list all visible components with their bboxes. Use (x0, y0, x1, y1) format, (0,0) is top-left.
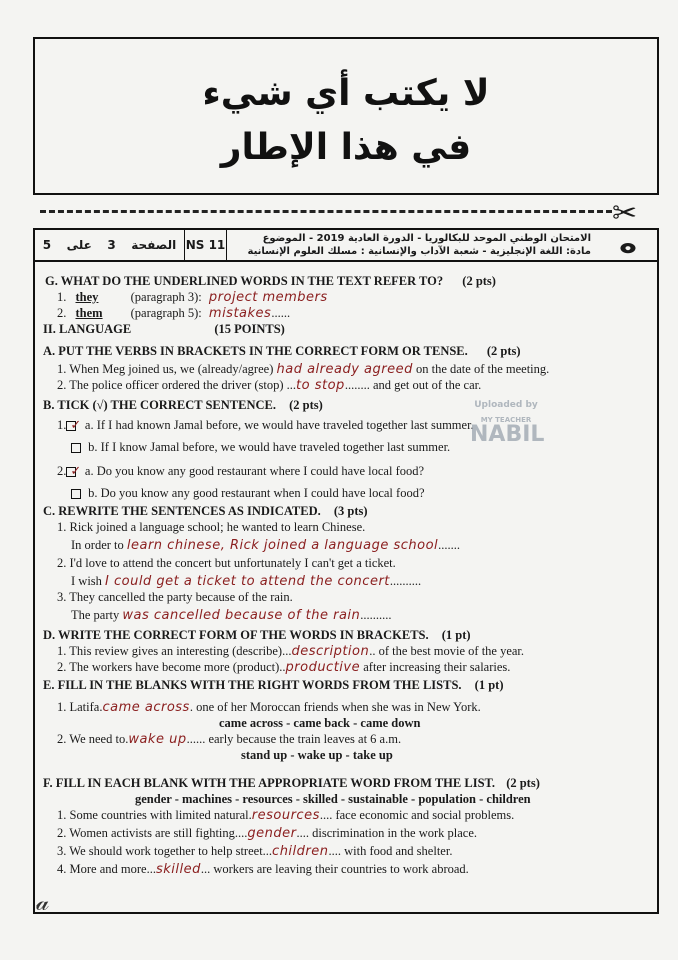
g-item-2: 2. them (paragraph 5): mistakes...... (57, 306, 291, 321)
c-item-3-answer-line: The party was cancelled because of the rain.......... (71, 608, 392, 623)
f-word-list: gender - machines - resources - skilled - sustainable - population - children (135, 792, 531, 806)
section-b-heading (43, 398, 323, 413)
f-item-1: 1. Some countries with limited natural.resources.... face economic and social problems. (57, 808, 515, 823)
g2-number: 2. (57, 306, 67, 320)
ministry-logo-icon: ⴰ (619, 230, 637, 260)
f2-answer: gender (247, 826, 297, 841)
exam-code: NS 11 (185, 230, 227, 260)
a2-rest: and get out of the car. (372, 378, 482, 392)
watermark-line-3: NABIL (470, 422, 545, 447)
e-item-1: 1. Latifa.came across. one of her Moroccan friends when she was in New York. (57, 700, 481, 715)
f1-rest: face economic and social problems. (335, 808, 515, 822)
g1-number: 1. (57, 290, 67, 304)
c-item-1-answer-line: In order to learn chinese, Rick joined a language school....... (71, 538, 461, 553)
exam-header (35, 230, 657, 262)
f3-rest: with food and shelter. (344, 844, 453, 858)
watermark-line-1: Uploaded by (474, 400, 538, 410)
b1b-checkbox[interactable] (71, 443, 81, 453)
section-f-points: (2 pts) (506, 776, 540, 790)
c3-answer: was cancelled because of the rain (122, 608, 361, 623)
e2-answer: wake up (128, 732, 187, 747)
c1-prefix: In order to (71, 538, 124, 552)
section-b-points: (2 pts) (289, 398, 323, 412)
exam-info (227, 230, 597, 260)
g1-answer: project members (208, 290, 328, 305)
b1a-tick-icon: ✓ (70, 418, 82, 433)
page-label: الصفحة (131, 238, 177, 252)
b-item-1a: 1. ✓ a. If I had known Jamal before, we would have traveled together last summer. (57, 418, 474, 433)
section-f-title: F. FILL IN EACH BLANK WITH THE APPROPRIATE WORD FROM THE LIST. (43, 776, 496, 790)
exam-info-line-2: مادة: اللغة الإنجليزية - شعبة الآداب والإنسانية : مسلك العلوم الإنسانية (247, 246, 591, 257)
f4-answer: skilled (155, 862, 201, 877)
section-a-title: A. PUT THE VERBS IN BRACKETS IN THE CORRECT FORM OR TENSE. (43, 344, 468, 358)
f3-answer: children (272, 844, 329, 859)
a1-answer: had already agreed (276, 362, 413, 377)
language-points: (15 POINTS) (214, 322, 285, 336)
e1-word-list: came across - came back - came down (219, 716, 421, 730)
section-c-heading (43, 504, 368, 519)
section-g-heading (45, 274, 496, 289)
b1a-text: a. If I had known Jamal before, we would have traveled together last summer. (84, 418, 474, 432)
d2-prompt: 2. The workers have become more (product) (57, 660, 280, 674)
d1-answer: description (291, 644, 370, 659)
scissors-icon: ✂ (612, 196, 638, 231)
f1-prompt: 1. Some countries with limited natural (57, 808, 249, 822)
c3-prefix: The party (71, 608, 120, 622)
c2-answer: I could get a ticket to attend the concert (105, 574, 390, 589)
section-g-title: G. WHAT DO THE UNDERLINED WORDS IN THE TEXT REFER TO? (45, 274, 444, 288)
a1-prompt: 1. When Meg joined us, we (already/agree) (57, 362, 274, 376)
b-item-2a: 2. ✓ a. Do you know any good restaurant where I could have local food? (57, 464, 425, 479)
exam-page (33, 228, 659, 914)
page-counter (35, 230, 185, 260)
f-item-2: 2. Women activists are still fighting....gender.... discrimination in the work place. (57, 826, 478, 841)
c-item-1: 1. Rick joined a language school; he wanted to learn Chinese. (57, 520, 366, 534)
b2b-checkbox[interactable] (71, 489, 81, 499)
section-a-points: (2 pts) (486, 344, 521, 358)
b2b-text: b. Do you know any good restaurant when I could have local food? (88, 486, 425, 500)
g1-paragraph: (paragraph 3): (130, 290, 202, 304)
b2a-text: a. Do you know any good restaurant where I could have local food? (84, 464, 425, 478)
d2-answer: productive (285, 660, 361, 675)
c2-prefix: I wish (71, 574, 102, 588)
section-b-title: B. TICK (√) THE CORRECT SENTENCE. (43, 398, 276, 412)
f2-rest: discrimination in the work place. (312, 826, 478, 840)
f-item-4: 4. More and more...skilled... workers are leaving their countries to work abroad. (57, 862, 469, 877)
signature-mark-icon: 𝒶 (36, 888, 50, 916)
f3-prompt: 3. We should work together to help street (57, 844, 263, 858)
b1b-text: b. If I know Jamal before, we would have traveled together last summer. (88, 440, 451, 454)
b-item-1b (71, 440, 450, 455)
d-item-1: 1. This review gives an interesting (describe)...description.. of the best movie of the year. (57, 644, 525, 659)
g2-word: them (75, 306, 103, 320)
section-e-points: (1 pt) (474, 678, 504, 692)
g2-paragraph: (paragraph 5): (130, 306, 202, 320)
uploader-watermark (470, 400, 545, 472)
c-item-2-answer-line: I wish I could get a ticket to attend the concert.......... (71, 574, 422, 589)
a-item-1 (57, 362, 549, 377)
c-item-3: 3. They cancelled the party because of the rain. (57, 590, 293, 604)
section-g-points: (2 pts) (462, 274, 496, 288)
g-item-1 (57, 290, 328, 305)
d2-rest: after increasing their salaries. (363, 660, 511, 674)
b2a-tick-icon: ✓ (70, 464, 82, 479)
d-item-2: 2. The workers have become more (product)..productive after increasing their salaries. (57, 660, 511, 675)
e2-word-list: stand up - wake up - take up (241, 748, 393, 762)
e1-rest: one of her Moroccan friends when she was in New York. (196, 700, 481, 714)
section-c-points: (3 pts) (333, 504, 368, 518)
section-e-title: E. FILL IN THE BLANKS WITH THE RIGHT WORDS FROM THE LISTS. (43, 678, 462, 692)
of-label: على (66, 238, 92, 252)
language-heading (43, 322, 285, 337)
d1-rest: of the best movie of the year. (378, 644, 525, 658)
b-item-2b (71, 486, 425, 501)
c1-answer: learn chinese, Rick joined a language school (126, 538, 439, 553)
f1-answer: resources (251, 808, 320, 823)
f4-prompt: 4. More and more (57, 862, 147, 876)
section-d-points: (1 pt) (441, 628, 471, 642)
section-c-title: C. REWRITE THE SENTENCES AS INDICATED. (43, 504, 321, 518)
section-f-heading (43, 776, 540, 791)
section-e-heading (43, 678, 504, 693)
d1-prompt: 1. This review gives an interesting (describe) (57, 644, 283, 658)
section-d-heading (43, 628, 471, 643)
a1-rest: on the date of the meeting. (415, 362, 550, 376)
e1-answer: came across (102, 700, 190, 715)
g1-word: they (75, 290, 99, 304)
no-write-line-1: لا يكتب أي شيء (202, 73, 490, 114)
a2-answer: to stop (296, 378, 345, 393)
a-item-2: 2. The police officer ordered the driver (stop) ...to stop........ and get out of the car. (57, 378, 482, 393)
exam-info-line-1: الامتحان الوطني الموحد للبكالوريا - الدورة العادية 2019 - الموضوع (262, 233, 591, 244)
watermark-line-2: MY TEACHER (480, 416, 532, 424)
cut-line (40, 210, 612, 213)
no-write-frame (33, 37, 659, 195)
e2-rest: early because the train leaves at 6 a.m. (208, 732, 402, 746)
e-item-2: 2. We need to.wake up...... early because the train leaves at 6 a.m. (57, 732, 402, 747)
f-item-3: 3. We should work together to help street...children.... with food and shelter. (57, 844, 453, 859)
g2-answer: mistakes (208, 306, 272, 321)
c-item-2: 2. I'd love to attend the concert but unfortunately I can't get a ticket. (57, 556, 396, 570)
section-d-title: D. WRITE THE CORRECT FORM OF THE WORDS IN BRACKETS. (43, 628, 429, 642)
f2-prompt: 2. Women activists are still fighting (57, 826, 235, 840)
e2-prompt: 2. We need to (57, 732, 126, 746)
section-a-heading (43, 344, 521, 359)
page-number: 3 (107, 238, 116, 252)
language-title: II. LANGUAGE (43, 322, 132, 336)
page-total: 5 (42, 238, 52, 252)
a2-prompt: 2. The police officer ordered the driver (stop) (57, 378, 284, 392)
e1-prompt: 1. Latifa (57, 700, 100, 714)
no-write-line-2: في هذا الإطار (220, 127, 472, 168)
f4-rest: workers are leaving their countries to work abroad. (213, 862, 469, 876)
